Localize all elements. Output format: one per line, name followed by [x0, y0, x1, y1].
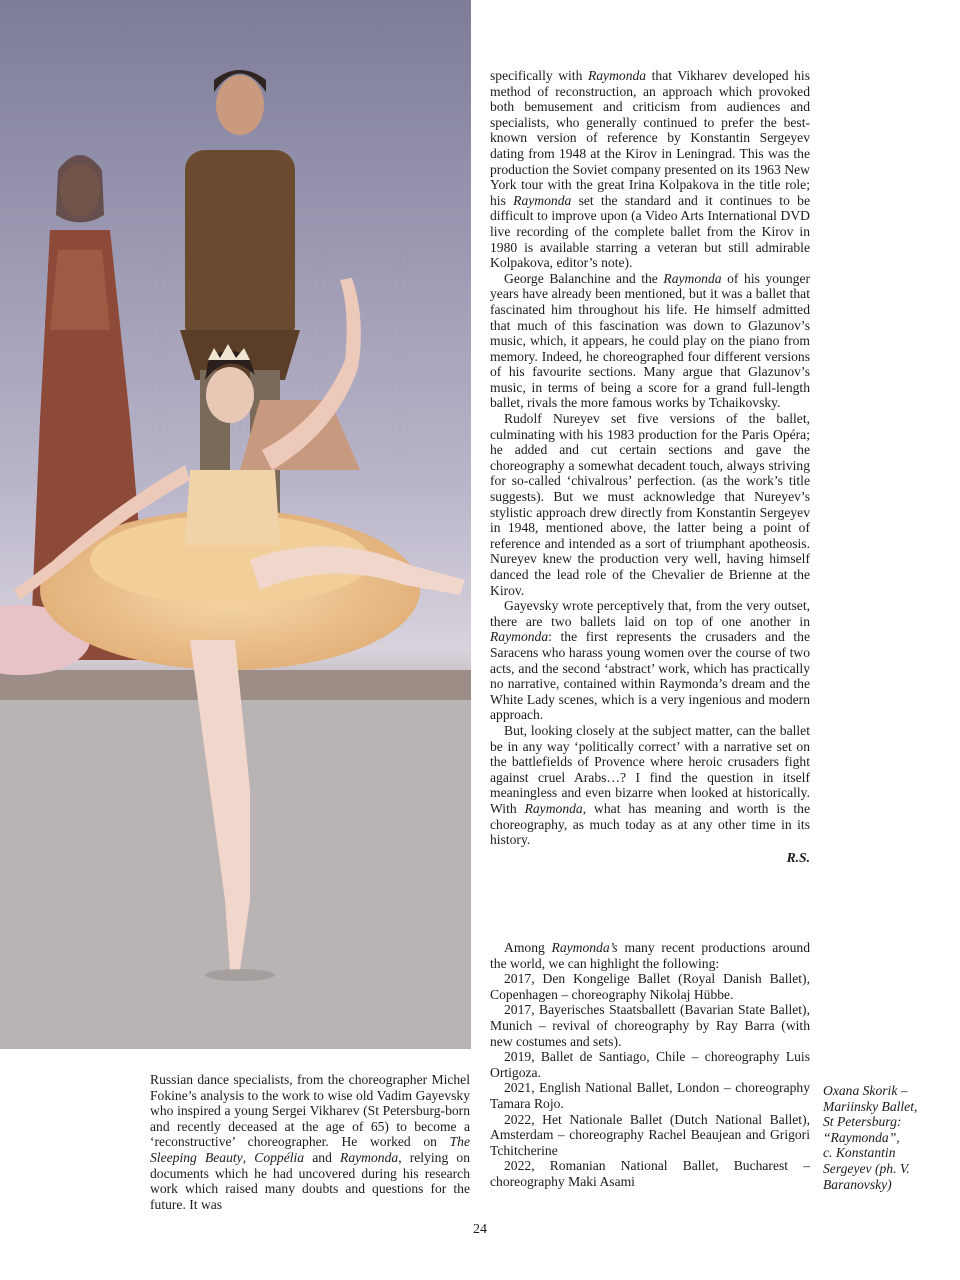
- paragraph: 2021, English National Ballet, London – choreography Tamara Rojo.: [490, 1080, 810, 1111]
- productions-list-column: [490, 940, 810, 1190]
- paragraph: specifically with Raymonda that Vikharev developed his method of reconstruction, an approach which provoked both bemusement and criticism from audiences and specialists, who generally continued to prefer the best-known version of reference by Konstantin Sergeyev dating from 1948 at the Kirov in Leningrad. This was the production the Soviet company presented on its 1963 New York tour with the great Irina Kolpakova in the title role; his Raymonda set the standard and it continues to be difficult to improve upon (a Video Arts International DVD live recording of the complete ballet from the Kirov in 1980 is available starring a veteran but still admirable Kolpakova, editor’s note).: [490, 68, 810, 271]
- photo-caption: Oxana Skorik – Mariinsky Ballet, St Petersburg: “Raymonda”, c. Konstantin Sergeyev (ph. V. Baranovsky): [823, 1083, 918, 1192]
- paragraph: Gayevsky wrote perceptively that, from the very outset, there are two ballets laid on top of one another in Raymonda: the first represents the crusaders and the Saracens who harass young women over the course of two acts, and the second ‘abstract’ work, which has practically no narrative, contained within Raymonda’s dream and the White Lady scenes, which is a very ingenious and modern approach.: [490, 598, 810, 723]
- paragraph: Rudolf Nureyev set five versions of the ballet, culminating with his 1983 production for the Paris Opéra; he added and cut certain sections and gave the choreography a somewhat decadent touch, always striving for so-called ‘chivalrous’ perfection. (as the work’s title suggests). But we must acknowledge that Nureyev’s stylistic approach drew directly from Konstantin Sergeyev in 1948, mentioned above, the latter being a point of reference and intended as a sort of triumphant apotheosis. Nureyev knew the production very well, having himself danced the lead role of the Chevalier de Brienne at the Kirov.: [490, 411, 810, 598]
- paragraph: Russian dance specialists, from the choreographer Michel Fokine’s analysis to the work to wise old Vadim Gayevsky who inspired a young Sergei Vikharev (St Petersburg-born and recently deceased at the age of 65) to become a ‘reconstructive’ choreographer. He worked on The Sleeping Beauty, Coppélia and Raymonda, relying on documents which he had uncovered during his research work which raised many doubts and questions for the future. It was: [150, 1072, 470, 1212]
- paragraph: 2019, Ballet de Santiago, Chile – choreography Luis Ortigoza.: [490, 1049, 810, 1080]
- paragraph: 2022, Het Nationale Ballet (Dutch National Ballet), Amsterdam – choreography Rachel Beaujean and Grigori Tchitcherine: [490, 1111, 810, 1158]
- paragraph: 2017, Bayerisches Staatsballett (Bavarian State Ballet), Munich – revival of choreography by Ray Barra (with new costumes and sets).: [490, 1002, 810, 1049]
- paragraph: But, looking closely at the subject matter, can the ballet be in any way ‘politically correct’ with a narrative set on the battlefields of Provence where heroic crusaders fight against cruel Arabs…? I find the question in itself meaningless and even bizarre when looked at historically. With Raymonda, what has meaning and worth is the choreography, as much today as at any other time in its history.: [490, 722, 810, 848]
- author-signature: R.S.: [786, 849, 810, 865]
- page-number: 24: [473, 1222, 487, 1237]
- paragraph: 2022, Romanian National Ballet, Bucharest – choreography Maki Asami: [490, 1158, 810, 1189]
- ballerina-photo-icon: [0, 0, 471, 1049]
- main-article-column: [490, 68, 810, 865]
- ballet-photo: [0, 0, 471, 1049]
- paragraph: 2017, Den Kongelige Ballet (Royal Danish Ballet), Copenhagen – choreography Nikolaj Hübbe.: [490, 971, 810, 1002]
- article-bottom-column: [150, 1072, 470, 1212]
- paragraph: Among Raymonda’s many recent productions around the world, we can highlight the following:: [490, 940, 810, 971]
- paragraph: George Balanchine and the Raymonda of his younger years have already been mentioned, but it was a ballet that fascinated him throughout his life. He himself admitted that much of this fascination was down to Glazunov’s music, which, it appears, he could play on the piano from memory. Indeed, he choreographed four different versions of his favourite sections. Many argue that Glazunov’s music, in terms of being a score for a grand full-length ballet, rivals the more famous works by Tchaikovsky.: [490, 270, 810, 411]
